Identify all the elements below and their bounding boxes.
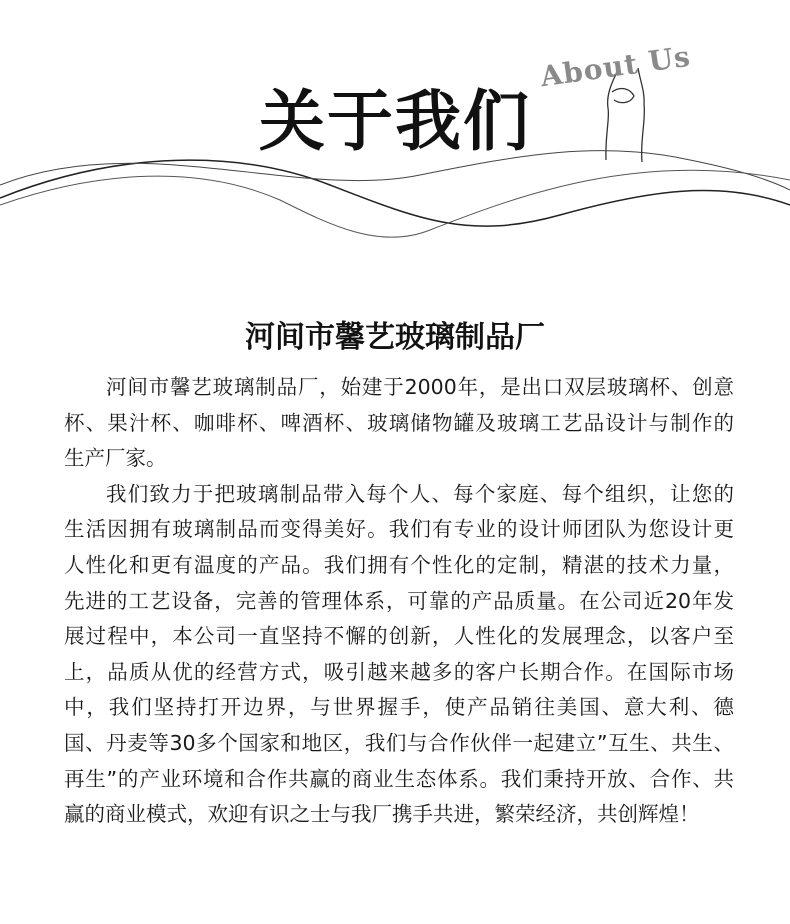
- page-title: 关于我们: [259, 83, 531, 160]
- company-name-heading: 河间市馨艺玻璃制品厂: [245, 320, 545, 355]
- about-us-label: About Us: [538, 39, 693, 94]
- text-line: 河间市馨艺玻璃制品厂，始建于2000年，是出口双层玻璃杯、创意: [106, 375, 734, 399]
- company-description: [64, 370, 734, 833]
- text-line: 我们致力于把玻璃制品带入每个人、每个家庭、每个组织，让您的: [106, 481, 734, 506]
- text-line: 展过程中，本公司一直坚持不懈的创新，人性化的发展理念，以客户至: [64, 624, 734, 649]
- paragraph-mission: [64, 477, 734, 833]
- text-line: 赢的商业模式，欢迎有识之士与我厂携手共进，繁荣经济，共创辉煌！: [64, 802, 700, 827]
- text-line: 杯、果汁杯、咖啡杯、啤酒杯、玻璃储物罐及玻璃工艺品设计与制作的: [64, 410, 734, 435]
- text-line: 生活因拥有玻璃制品而变得美好。我们有专业的设计师团队为您设计更: [64, 517, 734, 542]
- text-line: 上，品质从优的经营方式，吸引越来越多的客户长期合作。在国际市场: [64, 659, 734, 684]
- text-line: 中，我们坚持打开边界，与世界握手，使产品销往美国、意大利、德: [64, 695, 734, 720]
- text-line: 国、丹麦等30多个国家和地区，我们与合作伙伴一起建立”互生、共生、: [64, 730, 734, 755]
- text-line: 生产厂家。: [64, 446, 167, 471]
- text-line: 人性化和更有温度的产品。我们拥有个性化的定制，精湛的技术力量，: [64, 552, 734, 577]
- text-line: 先进的工艺设备，完善的管理体系，可靠的产品质量。在公司近20年发: [64, 588, 734, 613]
- paragraph-intro: [64, 370, 734, 477]
- text-line: 再生”的产业环境和合作共赢的商业生态体系。我们秉持开放、合作、共: [64, 766, 734, 791]
